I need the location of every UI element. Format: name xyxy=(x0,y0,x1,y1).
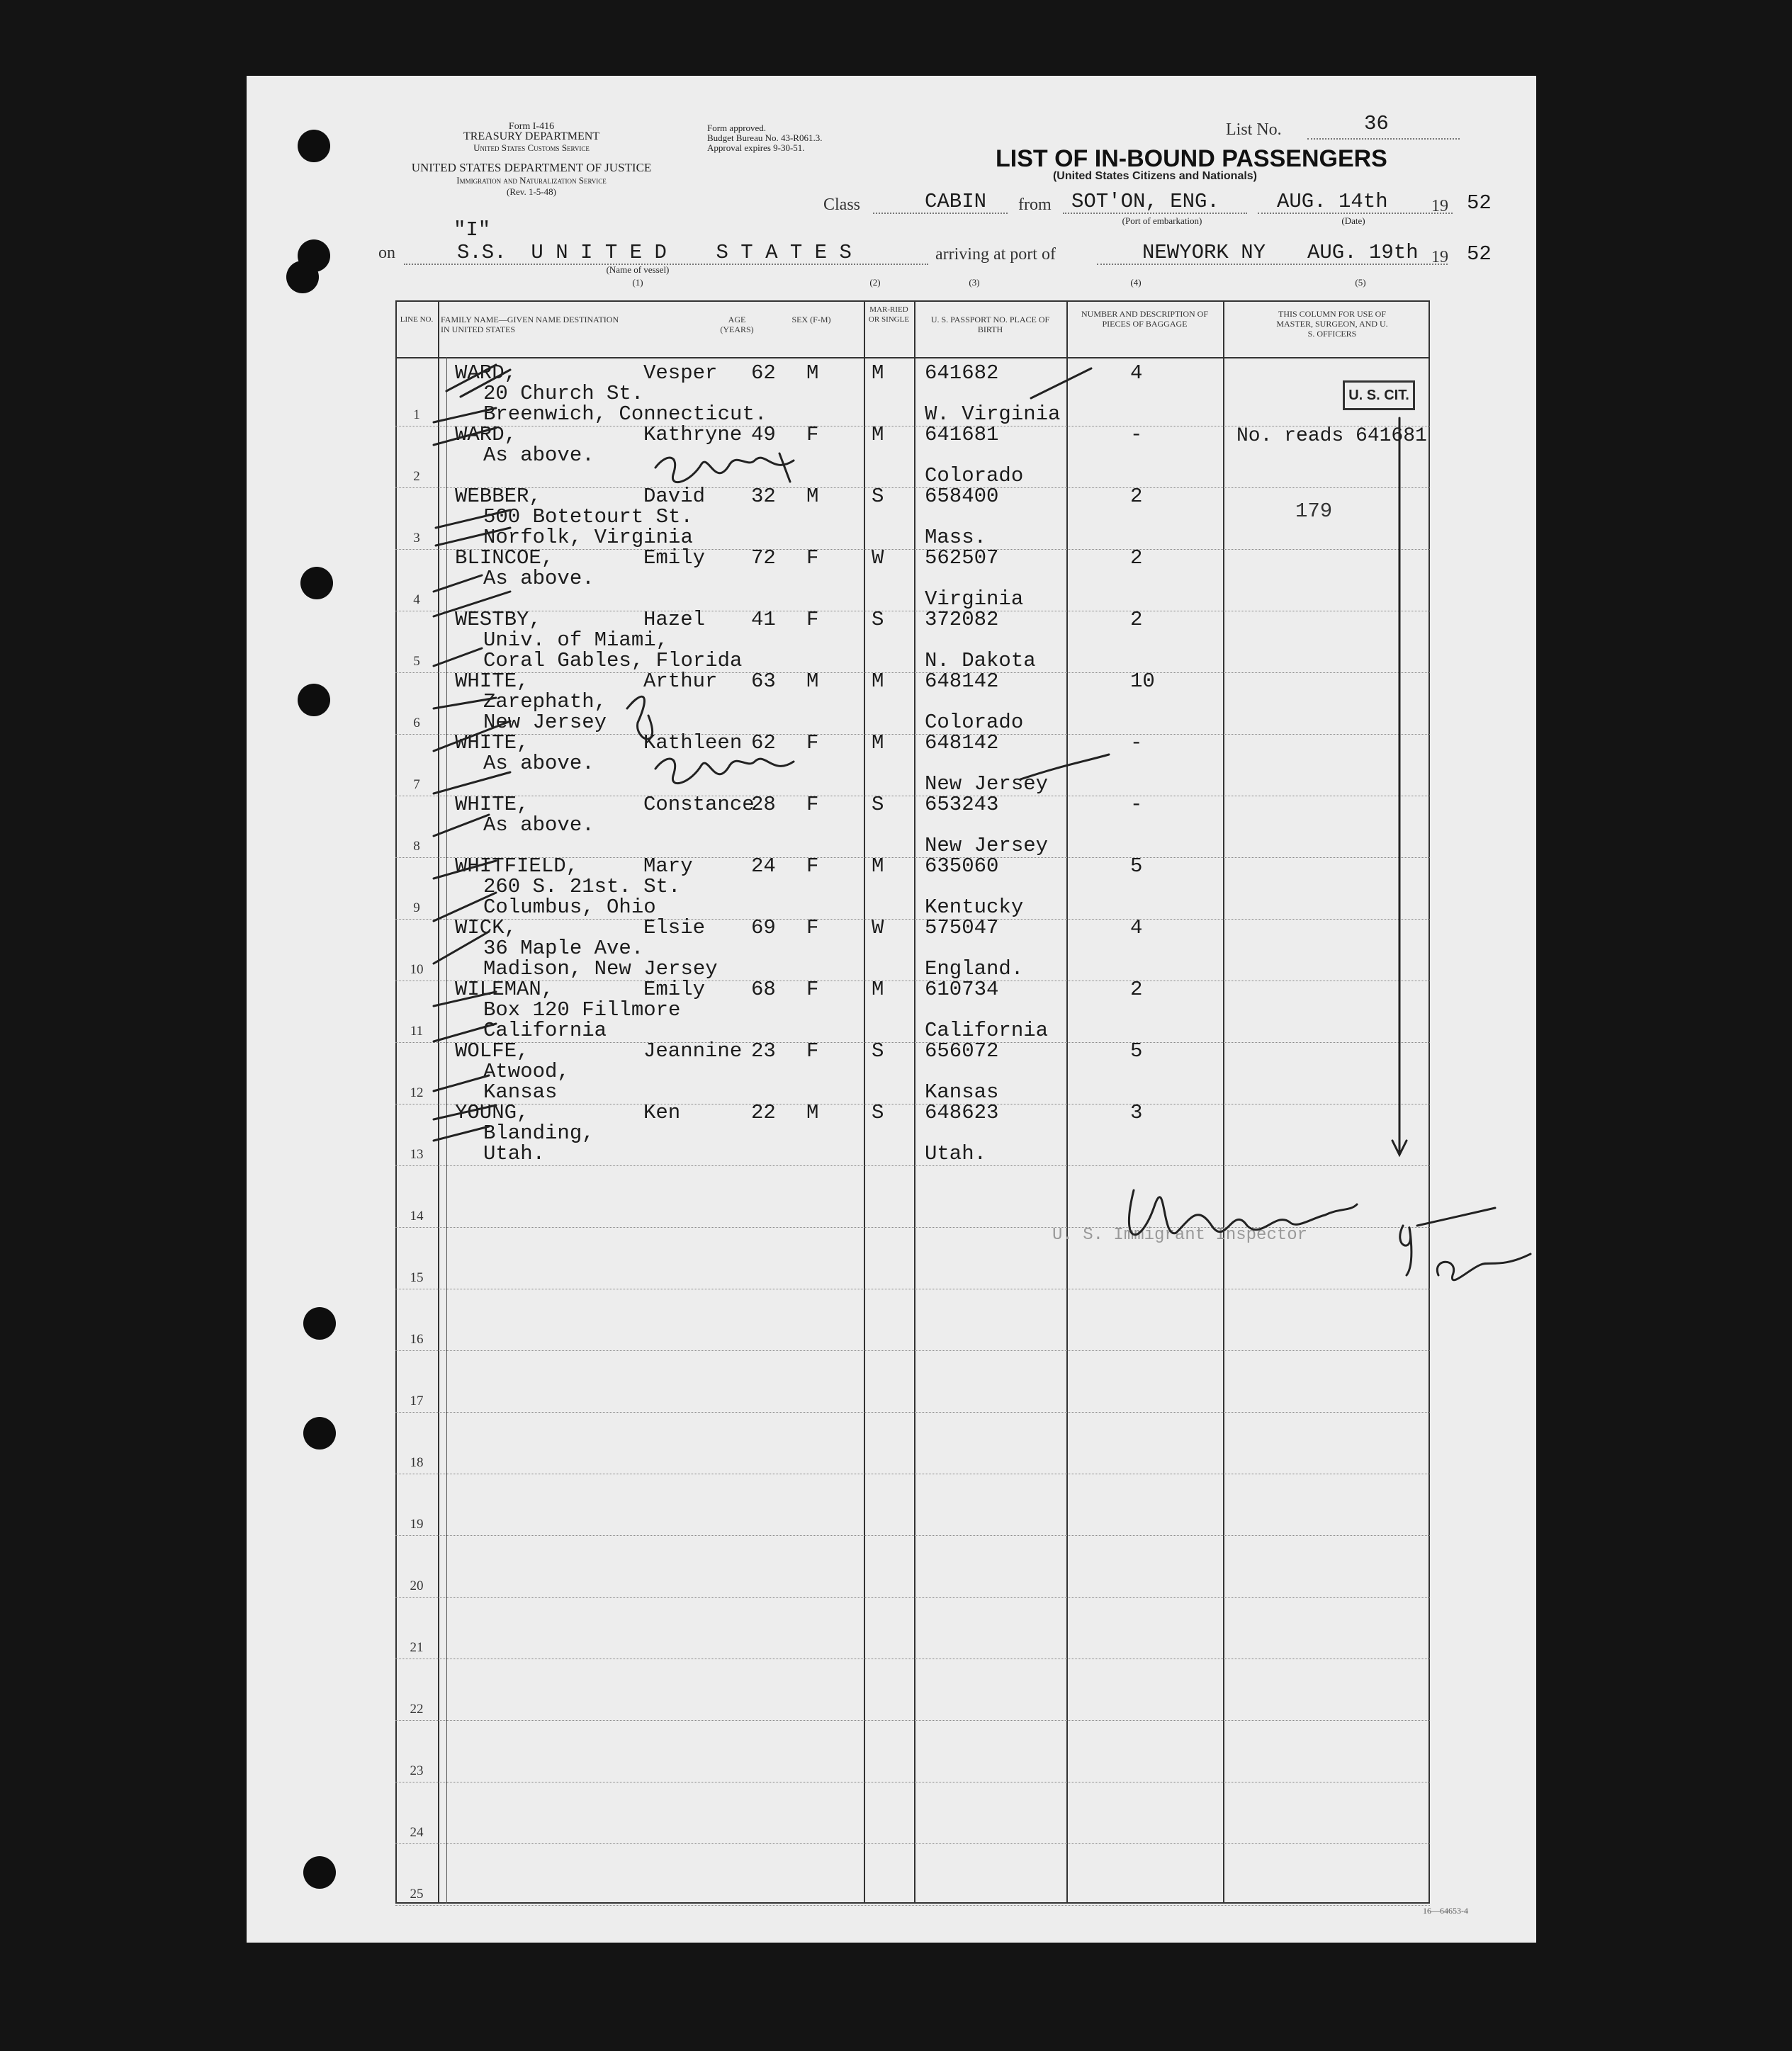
age: 68 xyxy=(751,978,776,1001)
col-num-2: (2) xyxy=(869,277,881,288)
line-number: 16 xyxy=(410,1332,424,1347)
line-number: 2 xyxy=(413,469,420,484)
address-line-2: California xyxy=(483,1019,607,1042)
passport-note: No. reads 641681 xyxy=(1236,425,1427,447)
line-number: 9 xyxy=(413,900,420,915)
given-name: Emily xyxy=(643,546,706,570)
ins-service: Immigration and Naturalization Service xyxy=(456,175,607,186)
line-number: 13 xyxy=(410,1147,424,1162)
family-name: WHITE, xyxy=(455,669,529,693)
age: 22 xyxy=(751,1101,776,1124)
sex: F xyxy=(806,546,819,570)
baggage-count: 5 xyxy=(1130,1039,1143,1063)
family-name: WARD, xyxy=(455,423,517,446)
date-caption: (Date) xyxy=(1341,215,1365,226)
from-label: from xyxy=(1018,196,1052,214)
birthplace: Mass. xyxy=(925,526,987,549)
marital-status: S xyxy=(872,1039,884,1063)
bracket xyxy=(627,696,653,739)
sex: M xyxy=(806,1101,819,1124)
birthplace: California xyxy=(925,1019,1049,1042)
line-number: 4 xyxy=(413,592,420,607)
arrival-year: 52 xyxy=(1467,242,1492,266)
passport-number: 610734 xyxy=(925,978,999,1001)
bracket-arrow xyxy=(1392,418,1407,1155)
family-name: WHITE, xyxy=(455,731,529,755)
passport-number: 641682 xyxy=(925,361,999,385)
given-name: Arthur xyxy=(643,669,718,693)
family-name: WICK, xyxy=(455,916,517,939)
passport-number: 656072 xyxy=(925,1039,999,1063)
passport-number: 562507 xyxy=(925,546,999,570)
birthplace: New Jersey xyxy=(925,834,1049,857)
col-num-1: (1) xyxy=(632,277,643,288)
address-line-2: Coral Gables, Florida xyxy=(483,649,743,672)
family-name: BLINCOE, xyxy=(455,546,554,570)
arrival-year-prefix: 19 xyxy=(1431,248,1448,266)
address-line-1: As above. xyxy=(483,813,594,837)
address-line-2: New Jersey xyxy=(483,711,607,734)
marital-status: W xyxy=(872,546,884,570)
marital-status: M xyxy=(872,731,884,755)
header-line-no: LINE NO. xyxy=(400,315,434,324)
footer-code: 16—64653-4 xyxy=(1423,1906,1468,1916)
passport-number: 648623 xyxy=(925,1101,999,1124)
passport-number: 575047 xyxy=(925,916,999,939)
age: 69 xyxy=(751,916,776,939)
baggage-count: 2 xyxy=(1130,608,1143,631)
baggage-count: 2 xyxy=(1130,546,1143,570)
birthplace: Colorado xyxy=(925,464,1024,487)
birthplace: W. Virginia xyxy=(925,402,1061,426)
us-citizen-stamp: U. S. CIT. xyxy=(1343,380,1415,410)
baggage-count: 2 xyxy=(1130,978,1143,1001)
given-name: Kathryne xyxy=(643,423,743,446)
line-number: 25 xyxy=(410,1887,424,1902)
col-num-4: (4) xyxy=(1130,277,1142,288)
approval-line-2: Budget Bureau No. 43-R061.3. xyxy=(707,132,823,143)
age: 62 xyxy=(751,361,776,385)
year-value: 52 xyxy=(1467,191,1492,215)
given-name: Elsie xyxy=(643,916,706,939)
baggage-count: - xyxy=(1130,793,1143,816)
marital-status: S xyxy=(872,608,884,631)
vessel-name: S.S. U N I T E D S T A T E S xyxy=(457,241,852,264)
revision: (Rev. 1-5-48) xyxy=(507,186,556,197)
justice-dept: UNITED STATES DEPARTMENT OF JUSTICE xyxy=(411,161,652,174)
address-line-1: Box 120 Fillmore xyxy=(483,998,681,1022)
line-number: 11 xyxy=(410,1024,424,1039)
line-number: 1 xyxy=(413,407,420,422)
date-value: AUG. 14th xyxy=(1277,190,1388,213)
list-no-label: List No. xyxy=(1226,120,1282,139)
sex: F xyxy=(806,423,819,446)
address-line-2: Norfolk, Virginia xyxy=(483,526,693,549)
arrival-date: AUG. 19th xyxy=(1307,241,1419,264)
line-number: 21 xyxy=(410,1640,424,1655)
list-no-value: 36 xyxy=(1364,112,1389,135)
birthplace: Utah. xyxy=(925,1142,987,1165)
header-sex: SEX (F-M) xyxy=(791,315,831,324)
given-name: David xyxy=(643,485,706,508)
arrival-port: NEWYORK NY xyxy=(1142,241,1266,264)
marital-status: M xyxy=(872,978,884,1001)
header-age: AGE (YEARS) xyxy=(720,315,754,334)
line-number: 15 xyxy=(410,1270,424,1285)
family-name: WARD, xyxy=(455,361,517,385)
line-number: 22 xyxy=(410,1702,424,1717)
address-line-2: Utah. xyxy=(483,1142,546,1165)
year-prefix: 19 xyxy=(1431,197,1448,215)
customs-service: United States Customs Service xyxy=(473,142,590,153)
address-line-1: Blanding, xyxy=(483,1121,594,1145)
line-number: 3 xyxy=(413,531,420,546)
line-number: 5 xyxy=(413,654,420,669)
passport-number: 658400 xyxy=(925,485,999,508)
header-passport: U. S. PASSPORT NO. PLACE OF BIRTH xyxy=(930,315,1050,334)
given-name: Hazel xyxy=(643,608,706,631)
sex: M xyxy=(806,669,819,693)
family-name: WOLFE, xyxy=(455,1039,529,1063)
line-number: 6 xyxy=(413,716,420,730)
marital-status: W xyxy=(872,916,884,939)
birthplace: New Jersey xyxy=(925,772,1049,796)
age: 49 xyxy=(751,423,776,446)
check-mark xyxy=(1031,368,1091,398)
inspector-signature xyxy=(1129,1190,1357,1235)
family-name: YOUNG, xyxy=(455,1101,529,1124)
age: 63 xyxy=(751,669,776,693)
birthplace: Kansas xyxy=(925,1080,999,1104)
treasury-dept: TREASURY DEPARTMENT xyxy=(463,130,600,142)
birthplace: N. Dakota xyxy=(925,649,1036,672)
line-number: 18 xyxy=(410,1455,424,1470)
line-number: 8 xyxy=(413,839,420,854)
given-name: Constance xyxy=(643,793,755,816)
marital-status: M xyxy=(872,423,884,446)
address-line-2: Columbus, Ohio xyxy=(483,895,656,919)
approval-line-3: Approval expires 9-30-51. xyxy=(707,142,805,153)
age: 62 xyxy=(751,731,776,755)
check-mark xyxy=(434,365,510,1141)
given-name: Ken xyxy=(643,1101,681,1124)
inspector-stamp: U. S. Immigrant Inspector xyxy=(1052,1226,1308,1245)
address-line-1: Atwood, xyxy=(483,1060,570,1083)
line-number: 23 xyxy=(410,1763,424,1778)
given-name: Mary xyxy=(643,854,693,878)
birthplace: Colorado xyxy=(925,711,1024,734)
embark-caption: (Port of embarkation) xyxy=(1122,215,1202,226)
arriving-label: arriving at port of xyxy=(935,245,1056,264)
form-number: Form I-416 xyxy=(508,121,555,132)
count-note: 179 xyxy=(1295,499,1333,523)
age: 32 xyxy=(751,485,776,508)
birthplace: England. xyxy=(925,957,1024,981)
family-name: WEBBER, xyxy=(455,485,541,508)
marital-status: S xyxy=(872,793,884,816)
address-line-1: 20 Church St. xyxy=(483,382,644,405)
sex: F xyxy=(806,731,819,755)
check-mark xyxy=(1020,755,1109,779)
age: 41 xyxy=(751,608,776,631)
family-name: WILEMAN, xyxy=(455,978,554,1001)
given-name: Kathleen xyxy=(643,731,743,755)
baggage-count: 4 xyxy=(1130,361,1143,385)
passport-number: 653243 xyxy=(925,793,999,816)
given-name: Vesper xyxy=(643,361,718,385)
col-num-3: (3) xyxy=(969,277,980,288)
class-label: Class xyxy=(823,196,861,214)
marital-status: M xyxy=(872,669,884,693)
line-number: 20 xyxy=(410,1578,424,1593)
passport-number: 648142 xyxy=(925,731,999,755)
header-baggage: NUMBER AND DESCRIPTION OF PIECES OF BAGGAGE xyxy=(1081,309,1209,329)
address-line-1: 260 S. 21st. St. xyxy=(483,875,681,898)
sex: F xyxy=(806,608,819,631)
col-num-5: (5) xyxy=(1355,277,1366,288)
baggage-count: 3 xyxy=(1130,1101,1143,1124)
passport-number: 648142 xyxy=(925,669,999,693)
line-number: 19 xyxy=(410,1517,424,1532)
line-number: 24 xyxy=(410,1825,424,1840)
address-line-1: Zarephath, xyxy=(483,690,607,713)
header-married: MAR-RIED OR SINGLE xyxy=(868,305,910,324)
sex: F xyxy=(806,978,819,1001)
marital-status: S xyxy=(872,485,884,508)
address-line-1: As above. xyxy=(483,567,594,590)
line-number: 12 xyxy=(410,1085,424,1100)
given-name: Emily xyxy=(643,978,706,1001)
on-label: on xyxy=(378,244,395,262)
sex: M xyxy=(806,361,819,385)
sex: F xyxy=(806,854,819,878)
address-line-1: As above. xyxy=(483,752,594,775)
header-name: FAMILY NAME—GIVEN NAME DESTINATION IN UNITED STATES xyxy=(441,315,619,334)
baggage-count: 4 xyxy=(1130,916,1143,939)
passport-number: 641681 xyxy=(925,423,999,446)
vessel-caption: (Name of vessel) xyxy=(606,264,670,275)
line-number: 7 xyxy=(413,777,420,792)
initials xyxy=(1437,1254,1531,1280)
baggage-count: 2 xyxy=(1130,485,1143,508)
address-line-2: Breenwich, Connecticut. xyxy=(483,402,767,426)
age: 28 xyxy=(751,793,776,816)
sex: M xyxy=(806,485,819,508)
sex: F xyxy=(806,1039,819,1063)
address-line-1: As above. xyxy=(483,443,594,467)
family-name: WHITE, xyxy=(455,793,529,816)
marital-status: M xyxy=(872,854,884,878)
age: 24 xyxy=(751,854,776,878)
family-name: WESTBY, xyxy=(455,608,541,631)
form-title: LIST OF IN-BOUND PASSENGERS xyxy=(996,145,1387,172)
baggage-count: - xyxy=(1130,423,1143,446)
baggage-count: 5 xyxy=(1130,854,1143,878)
given-name: Jeannine xyxy=(643,1039,743,1063)
family-name: WHITFIELD, xyxy=(455,854,579,878)
address-line-2: Madison, New Jersey xyxy=(483,957,718,981)
address-line-1: Univ. of Miami, xyxy=(483,628,669,652)
line-number: 14 xyxy=(410,1209,424,1224)
sex: F xyxy=(806,793,819,816)
birthplace: Kentucky xyxy=(925,895,1024,919)
age: 72 xyxy=(751,546,776,570)
age: 23 xyxy=(751,1039,776,1063)
sex: F xyxy=(806,916,819,939)
passport-number: 635060 xyxy=(925,854,999,878)
class-value: CABIN xyxy=(925,190,987,213)
signature xyxy=(655,453,794,482)
baggage-count: - xyxy=(1130,731,1143,755)
approval-line-1: Form approved. xyxy=(707,123,767,133)
from-value: SOT'ON, ENG. xyxy=(1071,190,1219,213)
header-officers: THIS COLUMN FOR USE OF MASTER, SURGEON, AND U. S. OFFICERS xyxy=(1276,309,1388,339)
form-subtitle: (United States Citizens and Nationals) xyxy=(1052,170,1258,182)
address-line-1: 500 Botetourt St. xyxy=(483,505,693,529)
signature xyxy=(655,759,794,784)
line-number: 17 xyxy=(410,1394,424,1408)
baggage-count: 10 xyxy=(1130,669,1155,693)
group-marker: "I" xyxy=(453,218,491,242)
marital-status: M xyxy=(872,361,884,385)
line-number: 10 xyxy=(410,962,424,977)
address-line-2: Kansas xyxy=(483,1080,558,1104)
marital-status: S xyxy=(872,1101,884,1124)
passport-number: 372082 xyxy=(925,608,999,631)
address-line-1: 36 Maple Ave. xyxy=(483,937,644,960)
birthplace: Virginia xyxy=(925,587,1024,611)
